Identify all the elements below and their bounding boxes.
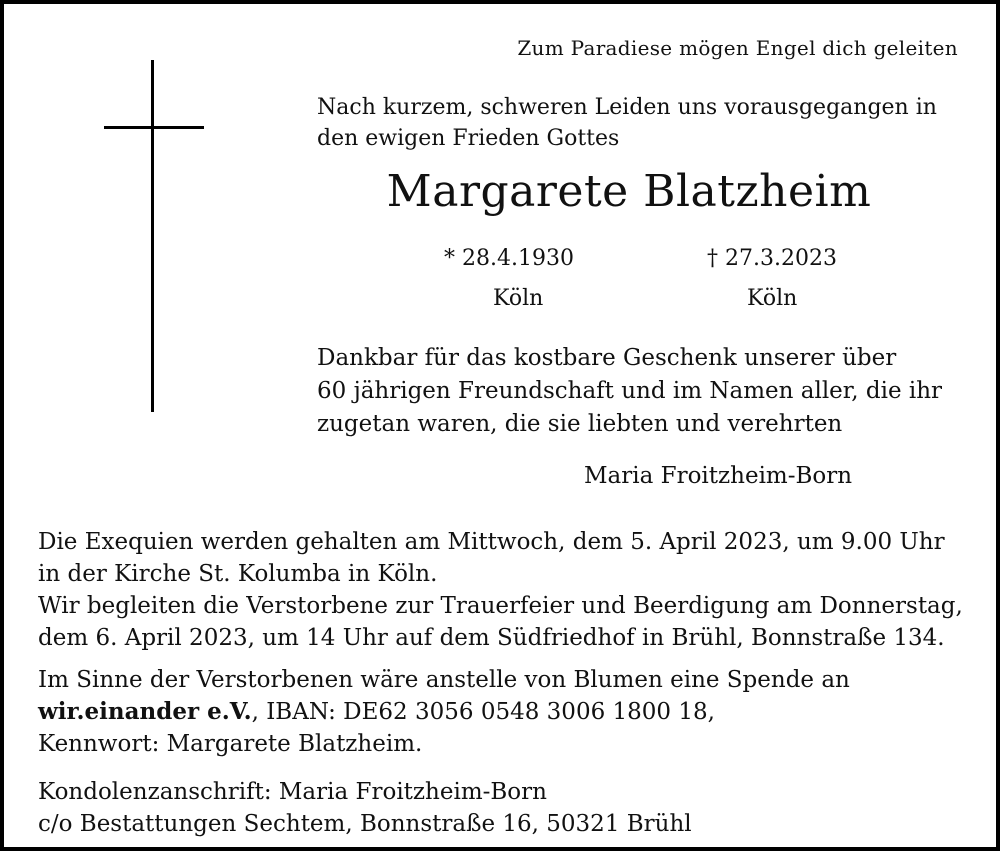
death-date: † 27.3.2023	[707, 246, 837, 271]
service-line: dem 6. April 2023, um 14 Uhr auf dem Südfriedhof in Brühl, Bonnstraße 134.	[38, 625, 945, 651]
thanks-line: Dankbar für das kostbare Geschenk unserer über	[317, 345, 897, 371]
birth-place: Köln	[493, 286, 544, 311]
motto: Zum Paradiese mögen Engel dich geleiten	[517, 36, 958, 60]
donation-iban: , IBAN: DE62 3056 0548 3006 1800 18,	[251, 699, 715, 725]
cross-vertical-bar	[151, 60, 154, 412]
death-place: Köln	[747, 286, 798, 311]
donation-bank-line	[38, 696, 850, 728]
birth-date: * 28.4.1930	[444, 246, 574, 271]
donation-line: Im Sinne der Verstorbenen wäre anstelle von Blumen eine Spende an	[38, 667, 850, 693]
condolence-line: Kondolenzanschrift: Maria Froitzheim-Born	[38, 779, 547, 805]
cross-horizontal-bar	[104, 126, 204, 129]
thanks-line: 60 jährigen Freundschaft und im Namen aller, die ihr	[317, 378, 943, 404]
intro-line: den ewigen Frieden Gottes	[317, 126, 620, 151]
intro-text	[317, 92, 937, 154]
service-line: Wir begleiten die Verstorbene zur Trauerfeier und Beerdigung am Donnerstag,	[38, 593, 963, 619]
condolence-line: c/o Bestattungen Sechtem, Bonnstraße 16, 50321 Brühl	[38, 811, 692, 837]
thanks-line: zugetan waren, die sie liebten und verehrten	[317, 411, 843, 437]
donation-info	[38, 664, 850, 760]
thanks-text	[317, 342, 942, 441]
condolence-address	[38, 776, 692, 840]
service-info	[38, 526, 963, 654]
donation-organization: wir.einander e.V.	[38, 698, 252, 725]
donation-line: Kennwort: Margarete Blatzheim.	[38, 731, 423, 757]
service-line: in der Kirche St. Kolumba in Köln.	[38, 561, 438, 587]
service-line: Die Exequien werden gehalten am Mittwoch, dem 5. April 2023, um 9.00 Uhr	[38, 529, 945, 555]
signer-name: Maria Froitzheim-Born	[584, 463, 853, 489]
deceased-name: Margarete Blatzheim	[386, 166, 872, 217]
intro-line: Nach kurzem, schweren Leiden uns vorausgegangen in	[317, 95, 937, 120]
